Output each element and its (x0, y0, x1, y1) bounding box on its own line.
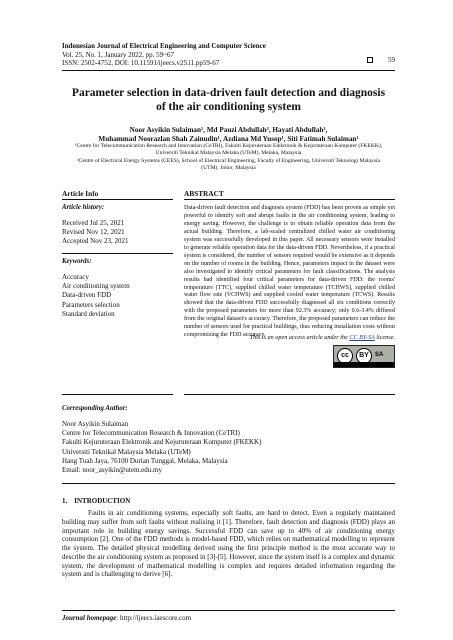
keywords-label: Keywords: (62, 258, 92, 265)
corresponding-line: Universiti Teknikal Malaysia Melaka (UTeM) (62, 447, 191, 456)
abstract-heading: ABSTRACT (184, 189, 224, 198)
keyword-item: Air conditioning system (62, 282, 130, 291)
abstract-text: Data-driven fault detection and diagnosis system (FDD) has been proven as simple yet powerful to identify soft and abrupt faults in the air conditioning system, leading to energy saving. However, the challenge is to obtain reliable operation data from the actual building. Therefore, a lab-scaled centralized chilled water air conditioning system was successfully developed in this paper. All necessary sensors were installed to generate reliable operation data for the data-driven FDD. Nevertheless, if a practical system is considered, the number of sensors required would be extensive as it depends on the number of rooms in the building. Hence, parameters impact in the dataset were also investigated to identify critical parameters for fault classifications. The analysis results had identified four critical parameters for data-driven FDD: the rooms' temperature (TTC), supplied chilled water temperature (TCHWS), supplied chilled water flow rate (V̇CHWS) and supplied cooled water temperature (TCWS). Results showed that the data-driven FDD successfully diagnosed all six conditions correctly with the proposed parameters for more than 92.3% accuracy; only 0.6-3.4% differed from the original dataset's accuracy. Therefore, the proposed parameters can reduce the number of sensors used for practical buildings, thus reducing installation costs without compromising the FDD accuracy. (184, 205, 395, 339)
affiliations (62, 143, 395, 173)
licence-suffix: license. (374, 334, 395, 341)
rule (184, 394, 395, 395)
journal-volume: Vol. 25, No. 1, January 2022, pp. 59~67 (62, 50, 174, 59)
cc-license-badge[interactable] (333, 345, 395, 368)
corresponding-line: Fakulti Kejuruteraan Elektronik and Kejuruteraan Komputer (FKEKK) (62, 438, 262, 447)
journal-issn: ISSN: 2502-4752, DOI: 10.11591/ijeecs.v25.i1.pp59-67 (62, 59, 220, 67)
page-number: 59 (388, 56, 395, 64)
history-list (62, 219, 173, 247)
corresponding-email: Email: noor_asyikin@utem.edu.my (62, 466, 162, 475)
footer-label: Journal homepage (62, 614, 117, 622)
history-label: Article history: (62, 204, 105, 211)
affiliation-line: ¹Centre for Telecommunication Research and Innovation (CeTRI), Fakulti Kejuruteraan Elektronik & Kejuruteraan Komputer (FKEKK), (74, 143, 383, 149)
licence-prefix: This is an open access article under the (249, 334, 350, 341)
journal-homepage (62, 614, 191, 622)
title-line: Parameter selection in data-driven fault detection and diagnosis (71, 87, 386, 99)
footer-url[interactable]: : http://ijeecs.iaescore.com (116, 614, 192, 622)
keyword-item: Parameters selection (62, 300, 120, 309)
title-line: of the air conditioning system (156, 100, 301, 113)
rule (62, 483, 395, 484)
square-icon (367, 57, 373, 63)
corresponding-line: Centre for Telecommunication Research & Innovation (CeTRI) (62, 429, 240, 438)
rule (184, 199, 395, 200)
sa-label: SA (375, 352, 384, 358)
article-info-heading: Article Info (62, 189, 99, 198)
licence-statement (184, 334, 395, 341)
history-item: Revised Nov 12, 2021 (62, 228, 125, 237)
keyword-item: Data-driven FDD (62, 291, 112, 300)
affiliation-line: (UTM), Johor, Malaysia (201, 165, 256, 172)
rule (62, 199, 173, 200)
header-rule (62, 70, 395, 71)
keywords-list (62, 273, 173, 319)
corresponding-label: Corresponding Author: (62, 405, 128, 412)
badge-strip (334, 362, 394, 367)
introduction-text: Faults in air conditioning systems, especially soft faults, are hard to detect. Even a regularly maintained building may suffer from soft faults without realising it [1]. Therefore, fault detection and diagnosis (FDD) plays an important role in building energy savings. Successful FDD can save up to 40% of air conditioning energy consumption [2]. One of the FDD methods is model-based FDD, which relies on mathematical modelling to represent the system. The detailed physical modelling derived using the first principle method is the most accurate way to describe the air conditioning system as proposed in [3]-[5]. However, since the system itself is a complex and dynamic system, the development of mathematical modelling is complex and requires detailed information regarding the system and is challenging to derive [6]. (62, 509, 395, 579)
history-item: Accepted Nov 23, 2021 (62, 237, 129, 246)
corresponding-details (62, 420, 395, 475)
keyword-item: Standard deviation (62, 309, 115, 318)
rule (62, 253, 173, 254)
corresponding-line: Noor Asyikin Sulaiman (62, 420, 129, 428)
authors (62, 126, 395, 144)
footer-rule (62, 610, 395, 611)
cc-icon: cc (337, 348, 353, 364)
affiliation-line: Universiti Teknikal Malaysia Melaka (UTeM), Melaka, Malaysia (155, 150, 302, 157)
corresponding-line: Hang Tuah Jaya, 76100 Durian Tunggal, Melaka, Malaysia (62, 456, 228, 465)
authors-line: Muhammad Noorazlan Shah Zainudin¹, Azdiana Md Yusop¹, Siti Fatimah Sulaiman¹ (98, 135, 359, 143)
rule (62, 394, 173, 395)
history-item: Received Jul 25, 2021 (62, 219, 125, 227)
keyword-item: Accuracy (62, 273, 89, 281)
affiliation-line: ²Centre of Electrical Energy Systems (CEES), School of Electrical Engineering, Faculty of Engineering, Universiti Teknologi Malaysia (76, 157, 381, 164)
by-icon: BY (356, 348, 372, 364)
authors-line: Noor Asyikin Sulaiman¹, Md Pauzi Abdullah², Hayati Abdullah², (129, 126, 328, 134)
paper-title (62, 87, 395, 114)
journal-name: Indonesian Journal of Electrical Engineering and Computer Science (62, 42, 266, 50)
introduction-heading: 1. INTRODUCTION (62, 497, 131, 505)
licence-link[interactable]: CC BY-SA (349, 334, 375, 341)
